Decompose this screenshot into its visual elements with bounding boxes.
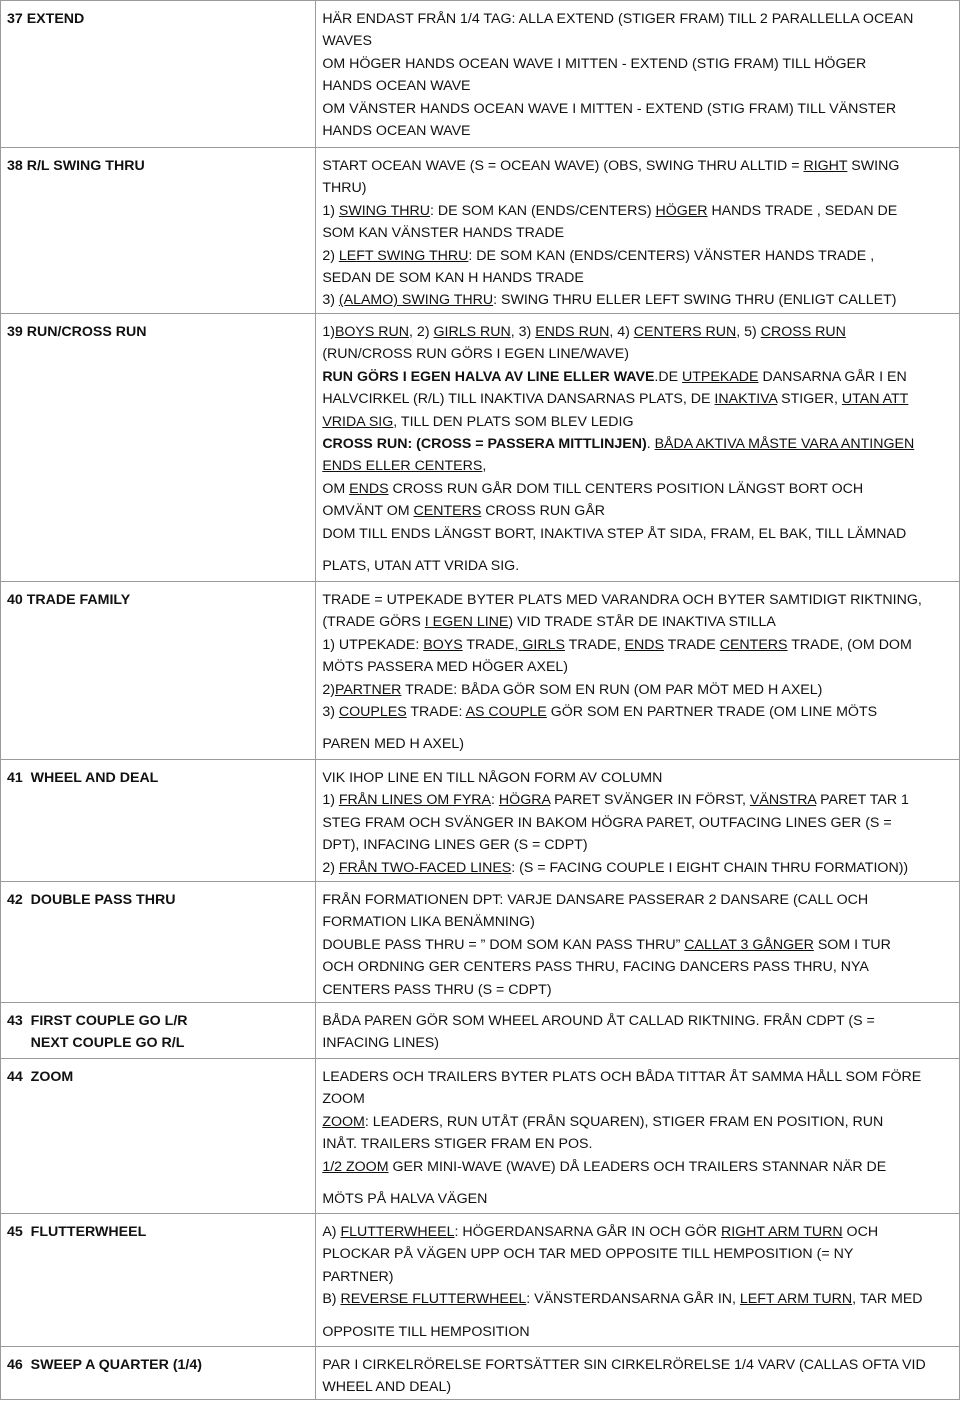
- description-line: [322, 1376, 953, 1398]
- description-text: MÖTS PÅ HALVA VÄGEN: [322, 1191, 488, 1208]
- description-text: , 4): [609, 324, 634, 340]
- table-row: [1, 582, 960, 760]
- description-text: : VÄNSTERDANSARNA GÅR IN,: [526, 1291, 740, 1308]
- description-line: [322, 321, 953, 343]
- description-line: [322, 30, 953, 52]
- description-line: [322, 177, 953, 199]
- description-text: TRADE: BÅDA GÖR SOM EN RUN (OM PAR MÖT MED H AXEL): [401, 681, 823, 698]
- description-text: TRADE: [664, 636, 720, 653]
- description-line: [322, 411, 953, 433]
- underlined-term: BÅDA AKTIVA MÅSTE VARA ANTINGEN: [654, 436, 915, 453]
- underlined-term: (ALAMO) SWING THRU: [338, 292, 494, 309]
- description-text: PARET SVÄNGER IN FÖRST,: [550, 792, 750, 809]
- description-text: BÅDA PAREN GÖR SOM WHEEL AROUND ÅT CALLAD RIKTNING. FRÅN CDPT (S =: [322, 1013, 875, 1029]
- underlined-term: GIRLS: [522, 636, 565, 653]
- description-text: STIGER,: [777, 391, 842, 408]
- underlined-term: I EGEN LINE: [424, 614, 509, 631]
- description-text: 2): [322, 681, 335, 698]
- description-line: [322, 433, 953, 455]
- description-text: STEG FRAM OCH SVÄNGER IN BAKOM HÖGRA PARET, OUTFACING LINES GER (S =: [322, 814, 892, 831]
- description-line: [322, 98, 953, 120]
- description-text: OCH ORDNING GER CENTERS PASS THRU, FACING DANCERS PASS THRU, NYA: [322, 959, 869, 976]
- description-line: [322, 1288, 953, 1310]
- description-text: OM: [322, 480, 350, 497]
- underlined-term: ZOOM: [322, 1113, 365, 1130]
- description-text: 1) UTPEKADE:: [322, 636, 424, 653]
- description-text: :: [491, 792, 499, 809]
- description-text: TRADE:: [406, 704, 466, 721]
- description-line: [322, 1243, 953, 1265]
- move-name: 42 DOUBLE PASS THRU: [7, 892, 176, 908]
- table-row: [1, 148, 960, 314]
- description-line: [322, 388, 953, 410]
- description-line: [322, 366, 953, 388]
- underlined-term: CROSS RUN: [760, 324, 846, 340]
- description-text: : (S = FACING COUPLE I EIGHT CHAIN THRU FORMATION)): [511, 859, 909, 876]
- description-line: [322, 222, 953, 244]
- description-line: [322, 1066, 953, 1088]
- description-line: [322, 120, 953, 142]
- description-text: A): [322, 1224, 341, 1240]
- description-line: [322, 1266, 953, 1288]
- move-name: 38 R/L SWING THRU: [7, 158, 145, 174]
- description-line: [322, 8, 953, 30]
- underlined-term: REVERSE FLUTTERWHEEL: [340, 1291, 527, 1308]
- description-text: OM HÖGER HANDS OCEAN WAVE I MITTEN - EXTEND (STIG FRAM) TILL HÖGER: [322, 55, 867, 72]
- bold-text: CROSS RUN: (CROSS = PASSERA MITTLINJEN): [322, 436, 647, 453]
- description-text: HANDS OCEAN WAVE: [322, 78, 471, 95]
- underlined-term: COUPLES: [338, 704, 407, 721]
- move-name-cell: [1, 582, 316, 760]
- description-text: : DE SOM KAN (ENDS/CENTERS) VÄNSTER HANDS TRADE ,: [468, 247, 875, 264]
- description-line: [322, 1188, 953, 1210]
- description-line: [322, 889, 953, 911]
- move-name: 41 WHEEL AND DEAL: [7, 770, 159, 786]
- description-text: LEADERS OCH TRAILERS BYTER PLATS OCH BÅDA TITTAR ÅT SAMMA HÅLL SOM FÖRE: [322, 1069, 922, 1085]
- description-text: GÖR SOM EN PARTNER TRADE (OM LINE MÖTS: [546, 704, 878, 721]
- description-text: CENTERS PASS THRU (S = CDPT): [322, 981, 552, 998]
- description-line: [322, 478, 953, 500]
- table-row: [1, 882, 960, 1003]
- underlined-term: VRIDA SIG: [322, 413, 394, 430]
- description-line: [322, 500, 953, 522]
- description-text: DPT), INFACING LINES GER (S = CDPT): [322, 837, 588, 854]
- description-line: [322, 1321, 953, 1343]
- description-text: PLOCKAR PÅ VÄGEN UPP OCH TAR MED OPPOSITE TILL HEMPOSITION (= NY: [322, 1246, 854, 1263]
- description-text: 2): [322, 859, 339, 876]
- description-text: , TAR MED: [852, 1291, 923, 1308]
- description-line: [322, 1088, 953, 1110]
- description-text: : SWING THRU ELLER LEFT SWING THRU (ENLIGT CALLET): [493, 292, 897, 309]
- move-description-cell: [316, 1, 960, 148]
- description-text: OMVÄNT OM: [322, 503, 414, 520]
- description-text: TRADE: [462, 636, 515, 653]
- description-line: [322, 911, 953, 933]
- underlined-term: SWING THRU: [338, 202, 431, 219]
- description-line: [322, 555, 953, 577]
- description-text: , 5): [736, 324, 761, 340]
- underlined-term: ENDS: [349, 480, 389, 497]
- description-text: MÖTS PASSERA MED HÖGER AXEL): [322, 659, 569, 676]
- description-line: [322, 767, 953, 789]
- description-text: 1): [322, 202, 339, 219]
- description-text: 3): [322, 292, 339, 309]
- move-name: 40 TRADE FAMILY: [7, 592, 131, 608]
- description-line: [322, 1221, 953, 1243]
- description-line: [322, 934, 953, 956]
- description-text: : DE SOM KAN (ENDS/CENTERS): [430, 202, 656, 219]
- description-line: [322, 1133, 953, 1155]
- move-name-cell: [1, 882, 316, 1003]
- description-text: ) VID TRADE STÅR DE INAKTIVA STILLA: [508, 614, 776, 631]
- bold-text: RUN GÖRS I EGEN HALVA AV LINE ELLER WAVE: [322, 368, 655, 385]
- table-body: [1, 1, 960, 1400]
- description-text: OPPOSITE TILL HEMPOSITION: [322, 1323, 530, 1340]
- move-description-cell: [316, 148, 960, 314]
- description-text: (RUN/CROSS RUN GÖRS I EGEN LINE/WAVE): [322, 346, 629, 363]
- table-row: [1, 760, 960, 882]
- description-line: [322, 1010, 953, 1032]
- move-description-cell: [316, 882, 960, 1003]
- description-line: [322, 834, 953, 856]
- description-line: [322, 733, 953, 755]
- description-line: [322, 789, 953, 811]
- underlined-term: CENTERS: [719, 636, 788, 653]
- description-line: [322, 267, 953, 289]
- description-text: .: [646, 436, 655, 453]
- description-line: [322, 245, 953, 267]
- description-line: [322, 343, 953, 365]
- move-name-cell: [1, 760, 316, 882]
- description-line: [322, 289, 953, 311]
- description-line: [322, 701, 953, 723]
- description-line: [322, 589, 953, 611]
- description-text: DOUBLE PASS THRU = ” DOM SOM KAN PASS THRU”: [322, 936, 685, 953]
- description-line: [322, 979, 953, 1001]
- description-line: [322, 155, 953, 177]
- description-text: DANSARNA GÅR I EN: [758, 368, 907, 385]
- description-text: 2): [322, 247, 339, 264]
- description-line: [322, 455, 953, 477]
- underlined-term: BOYS RUN: [334, 324, 410, 340]
- description-text: , 2): [409, 324, 434, 340]
- underlined-term: FRÅN LINES OM FYRA: [338, 792, 492, 809]
- table-row: [1, 1214, 960, 1347]
- description-text: OM VÄNSTER HANDS OCEAN WAVE I MITTEN - EXTEND (STIG FRAM) TILL VÄNSTER: [322, 100, 897, 117]
- underlined-term: LEFT SWING THRU: [338, 247, 469, 264]
- description-text: B): [322, 1291, 341, 1308]
- description-text: THRU): [322, 180, 367, 197]
- move-name: 44 ZOOM: [7, 1069, 74, 1085]
- move-name-cell: [1, 148, 316, 314]
- move-name-cell: [1, 1059, 316, 1214]
- underlined-term: ,: [514, 636, 523, 653]
- underlined-term: PARTNER: [334, 681, 402, 698]
- move-name: 37 EXTEND: [7, 11, 85, 27]
- description-line: [322, 857, 953, 879]
- description-text: PLATS, UTAN ATT VRIDA SIG.: [322, 558, 520, 575]
- move-name-cell: [1, 1003, 316, 1059]
- underlined-term: CENTERS: [413, 503, 482, 520]
- description-text: WAVES: [322, 33, 372, 50]
- underlined-term: UTPEKADE: [682, 368, 759, 385]
- move-description-cell: [316, 1003, 960, 1059]
- description-text: HÄR ENDAST FRÅN 1/4 TAG: ALLA EXTEND (STIGER FRAM) TILL 2 PARALLELLA OCEAN: [322, 11, 914, 27]
- underlined-term: INAKTIVA: [714, 391, 778, 408]
- description-text: FRÅN FORMATIONEN DPT: VARJE DANSARE PASSERAR 2 DANSARE (CALL OCH: [322, 892, 869, 908]
- underlined-term: FRÅN TWO-FACED LINES: [338, 859, 512, 876]
- description-line: [322, 679, 953, 701]
- description-text: DOM TILL ENDS LÄNGST BORT, INAKTIVA STEP ÅT SIDA, FRAM, EL BAK, TILL LÄMNAD: [322, 525, 907, 542]
- description-text: HANDS TRADE , SEDAN DE: [707, 202, 898, 219]
- description-text: SWING: [847, 158, 900, 174]
- move-description-cell: [316, 1347, 960, 1400]
- move-name: 46 SWEEP A QUARTER (1/4): [7, 1357, 202, 1373]
- underlined-term: CENTERS RUN: [633, 324, 737, 340]
- description-text: SEDAN DE SOM KAN H HANDS TRADE: [322, 270, 584, 287]
- description-text: WHEEL AND DEAL): [322, 1379, 452, 1396]
- underlined-term: RIGHT: [803, 158, 848, 174]
- description-text: 1): [322, 792, 339, 809]
- description-text: 3): [322, 704, 339, 721]
- underlined-term: GIRLS RUN: [433, 324, 511, 340]
- description-text: HALVCIRKEL (R/L) TILL INAKTIVA DANSARNAS PLATS, DE: [322, 391, 715, 408]
- move-name-cell: [1, 1, 316, 148]
- description-text: VIK IHOP LINE EN TILL NÅGON FORM AV COLUMN: [322, 770, 663, 786]
- description-line: [322, 611, 953, 633]
- description-line: [322, 1111, 953, 1133]
- description-text: INFACING LINES): [322, 1035, 439, 1052]
- underlined-term: UTAN ATT: [841, 391, 909, 408]
- description-text: INÅT. TRAILERS STIGER FRAM EN POS.: [322, 1136, 593, 1153]
- description-line: [322, 75, 953, 97]
- underlined-term: VÄNSTRA: [749, 792, 817, 809]
- description-text: GER MINI-WAVE (WAVE) DÅ LEADERS OCH TRAILERS STANNAR NÄR DE: [388, 1158, 887, 1175]
- description-text: : LEADERS, RUN UTÅT (FRÅN SQUAREN), STIGER FRAM EN POSITION, RUN: [364, 1113, 884, 1130]
- description-line: [322, 812, 953, 834]
- description-text: PAREN MED H AXEL): [322, 736, 464, 753]
- description-line: [322, 200, 953, 222]
- description-line: [322, 1032, 953, 1054]
- description-text: CROSS RUN GÅR: [481, 503, 606, 520]
- move-description-cell: [316, 1214, 960, 1347]
- description-text: HANDS OCEAN WAVE: [322, 123, 471, 140]
- description-text: PARTNER): [322, 1268, 394, 1285]
- description-line: [322, 956, 953, 978]
- move-description-cell: [316, 760, 960, 882]
- move-name: 43 FIRST COUPLE GO L/R: [7, 1013, 188, 1029]
- move-description-cell: [316, 582, 960, 760]
- move-name-cell: [1, 1214, 316, 1347]
- move-description-cell: [316, 314, 960, 582]
- move-name-cell: [1, 314, 316, 582]
- description-text: , TILL DEN PLATS SOM BLEV LEDIG: [393, 413, 634, 430]
- underlined-term: BOYS: [423, 636, 463, 653]
- description-text: TRADE = UTPEKADE BYTER PLATS MED VARANDRA OCH BYTER SAMTIDIGT RIKTNING,: [322, 592, 922, 608]
- description-text: PARET TAR 1: [816, 792, 909, 809]
- description-text: FORMATION LIKA BENÄMNING): [322, 914, 535, 931]
- underlined-term: ENDS ELLER CENTERS: [322, 458, 483, 475]
- description-text: SOM I TUR: [813, 936, 891, 953]
- description-text: 1): [322, 324, 335, 340]
- move-name: 45 FLUTTERWHEEL: [7, 1224, 147, 1240]
- move-name: NEXT COUPLE GO R/L: [7, 1035, 185, 1052]
- description-text: SOM KAN VÄNSTER HANDS TRADE: [322, 225, 565, 242]
- description-text: TRADE, (OM DOM: [787, 636, 912, 653]
- underlined-term: FLUTTERWHEEL: [340, 1224, 455, 1240]
- description-text: , 3): [510, 324, 536, 340]
- description-text: ZOOM: [322, 1091, 365, 1108]
- description-line: [322, 53, 953, 75]
- underlined-term: AS COUPLE: [465, 704, 547, 721]
- description-text: OCH: [842, 1224, 879, 1240]
- table-row: [1, 1347, 960, 1400]
- description-line: [322, 523, 953, 545]
- underlined-term: HÖGER: [655, 202, 708, 219]
- underlined-term: ENDS: [624, 636, 664, 653]
- description-line: [322, 656, 953, 678]
- underlined-term: 1/2 ZOOM: [322, 1158, 389, 1175]
- description-text: TRADE,: [564, 636, 625, 653]
- underlined-term: RIGHT ARM TURN: [720, 1224, 843, 1240]
- description-text: .DE: [654, 368, 683, 385]
- move-description-cell: [316, 1059, 960, 1214]
- underlined-term: HÖGRA: [498, 792, 551, 809]
- description-line: [322, 1156, 953, 1178]
- underlined-term: ENDS RUN: [535, 324, 610, 340]
- description-line: [322, 634, 953, 656]
- description-text: ,: [482, 458, 487, 475]
- description-text: PAR I CIRKELRÖRELSE FORTSÄTTER SIN CIRKELRÖRELSE 1/4 VARV (CALLAS OFTA VID: [322, 1357, 926, 1373]
- underlined-term: LEFT ARM TURN: [739, 1291, 853, 1308]
- move-name-cell: [1, 1347, 316, 1400]
- description-text: : HÖGERDANSARNA GÅR IN OCH GÖR: [454, 1224, 721, 1240]
- description-text: CROSS RUN GÅR DOM TILL CENTERS POSITION LÄNGST BORT OCH: [388, 480, 864, 497]
- description-text: START OCEAN WAVE (S = OCEAN WAVE) (OBS, SWING THRU ALLTID =: [322, 158, 804, 174]
- underlined-term: CALLAT 3 GÅNGER: [684, 936, 814, 953]
- description-line: [322, 1354, 953, 1376]
- table-row: [1, 1, 960, 148]
- table-row: [1, 314, 960, 582]
- table-row: [1, 1059, 960, 1214]
- table-row: [1, 1003, 960, 1059]
- move-name: 39 RUN/CROSS RUN: [7, 324, 147, 340]
- description-text: (TRADE GÖRS: [322, 614, 425, 631]
